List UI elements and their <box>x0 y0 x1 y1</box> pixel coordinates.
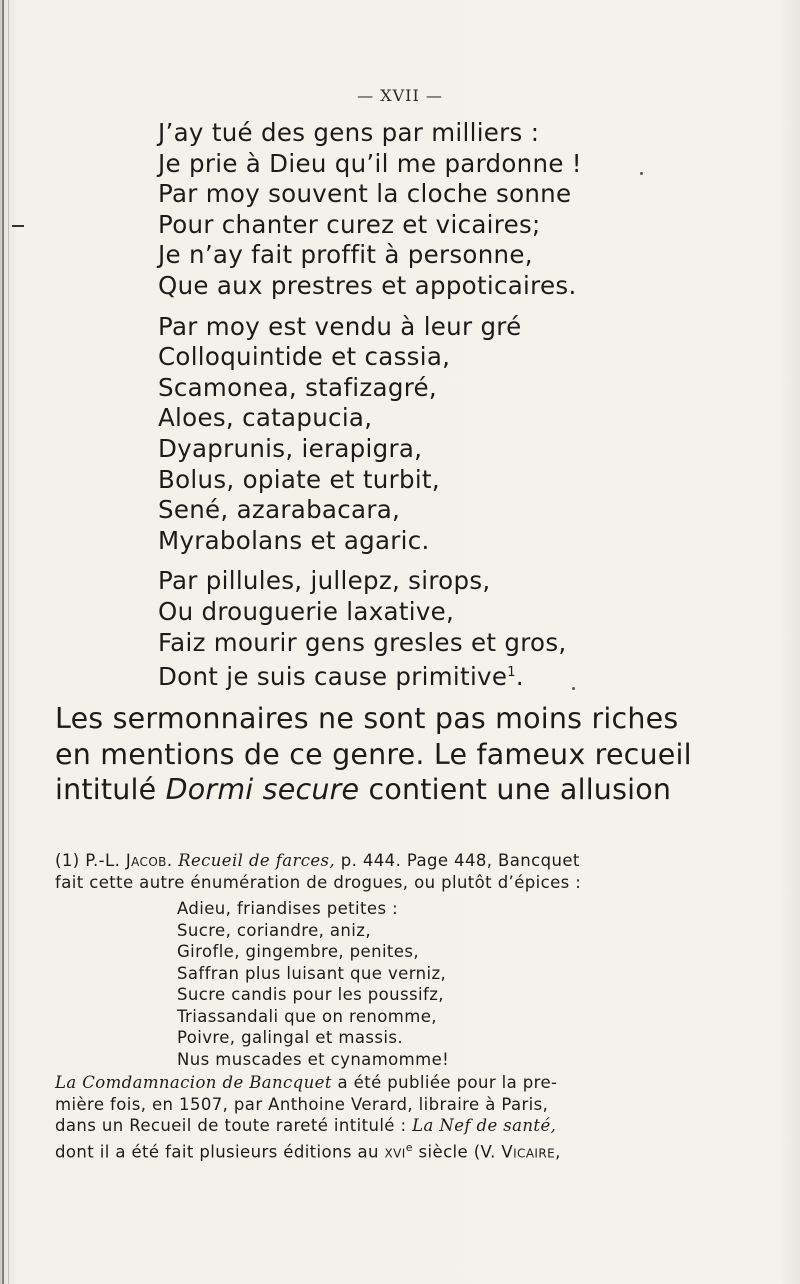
footnote-line <box>55 1072 755 1094</box>
footnote-line <box>55 1115 755 1137</box>
century-sup: e <box>405 1140 413 1154</box>
century: xvi <box>384 1142 406 1161</box>
footnote-text: dans un Recueil de toute rareté intitulé : <box>55 1116 413 1135</box>
prose-line: Les sermonnaires ne sont pas moins riches <box>55 702 679 735</box>
footnote <box>55 850 755 1163</box>
footnote-line <box>55 1137 755 1163</box>
footnote-verse-line: Sucre, coriandre, aniz, <box>177 920 371 940</box>
margin-mark <box>12 225 24 227</box>
stanza-1 <box>158 118 582 302</box>
footnote-line: fait cette autre énumération de drogues, ou plutôt d’épices : <box>55 872 582 892</box>
footnote-work: Recueil de farces, <box>178 851 336 870</box>
binding-edge-inner <box>8 0 9 1284</box>
footnote-text: p. 444. Page 448, Bancquet <box>335 851 580 870</box>
footnote-verse-line: Adieu, friandises petites : <box>177 899 399 918</box>
prose-text: contient une allusion <box>359 773 672 806</box>
footnote-text: dont il a été fait plusieurs éditions au <box>55 1142 385 1161</box>
footnote-verse-line: Triassandali que on renomme, <box>177 1006 437 1026</box>
footnote-line: mière fois, en 1507, par Anthoine Verard, libraire à Paris, <box>55 1094 549 1114</box>
verse-line: Myrabolans et agaric. <box>158 525 430 555</box>
verse-line: Je n’ay fait proffit à personne, <box>158 240 533 270</box>
footnote-verse <box>55 898 755 1070</box>
work-title: Dormi secure <box>165 773 360 806</box>
verse-line: Ou drouguerie laxative, <box>158 596 455 626</box>
verse-line: Par moy souvent la cloche sonne <box>158 179 572 209</box>
footnote-author: P.-L. Jacob. <box>85 851 173 870</box>
footnote-reference: 1 <box>507 665 516 681</box>
footnote-author: Vicaire <box>501 1142 556 1161</box>
paper-speck <box>640 172 643 175</box>
poem <box>158 118 582 703</box>
binding-edge <box>2 0 4 1284</box>
verse-line: Faiz mourir gens gresles et gros, <box>158 627 567 657</box>
verse-line: Que aux prestres et appoticaires. <box>158 270 577 300</box>
footnote-text: a été publiée pour la pre- <box>331 1073 558 1092</box>
verse-line: Sené, azarabacara, <box>158 495 401 525</box>
prose-line <box>55 772 755 808</box>
verse-line: Par moy est vendu à leur gré <box>158 311 522 341</box>
footnote-work: La Nef de santé, <box>412 1116 557 1135</box>
footnote-text: , <box>555 1142 561 1161</box>
stanza-3 <box>158 566 582 693</box>
footnote-marker: (1) <box>55 851 80 870</box>
stanza-2 <box>158 312 582 557</box>
footnote-verse-line: Sucre candis pour les poussifz, <box>177 985 444 1004</box>
verse-line: Je prie à Dieu qu’il me pardonne ! <box>158 148 582 178</box>
page-number: — XVII — <box>357 86 443 105</box>
footnote-work: La Comdamnacion de Bancquet <box>55 1073 332 1092</box>
verse-line: Pour chanter curez et vicaires; <box>158 209 541 239</box>
verse-line: Scamonea, stafizagré, <box>158 372 438 402</box>
verse-line: Aloes, catapucia, <box>158 403 373 433</box>
footnote-text: siècle (V. <box>412 1142 502 1161</box>
verse-line: Par pillules, jullepz, sirops, <box>158 566 491 596</box>
footnote-verse-line: Nus muscades et cynamomme! <box>177 1049 450 1069</box>
body-paragraph <box>55 701 755 808</box>
verse-line: Bolus, opiate et turbit, <box>158 464 440 494</box>
footnote-verse-line: Poivre, galingal et massis. <box>177 1028 403 1047</box>
verse-line-text: Dont je suis cause primitive <box>158 662 508 692</box>
prose-text: intitulé <box>55 773 166 806</box>
verse-line: Dont je suis cause primitive$^1$. <box>158 662 524 692</box>
footnote-verse-line: Saffran plus luisant que verniz, <box>177 963 447 983</box>
verse-line: Dyaprunis, ierapigra, <box>158 433 423 463</box>
footnote-line <box>55 850 755 872</box>
footnote-verse-line: Girofle, gingembre, penites, <box>177 942 419 961</box>
verse-line: J’ay tué des gens par milliers : <box>158 118 540 147</box>
verse-line: Colloquintide et cassia, <box>158 342 451 372</box>
prose-line: en mentions de ce genre. Le fameux recueil <box>55 737 692 771</box>
